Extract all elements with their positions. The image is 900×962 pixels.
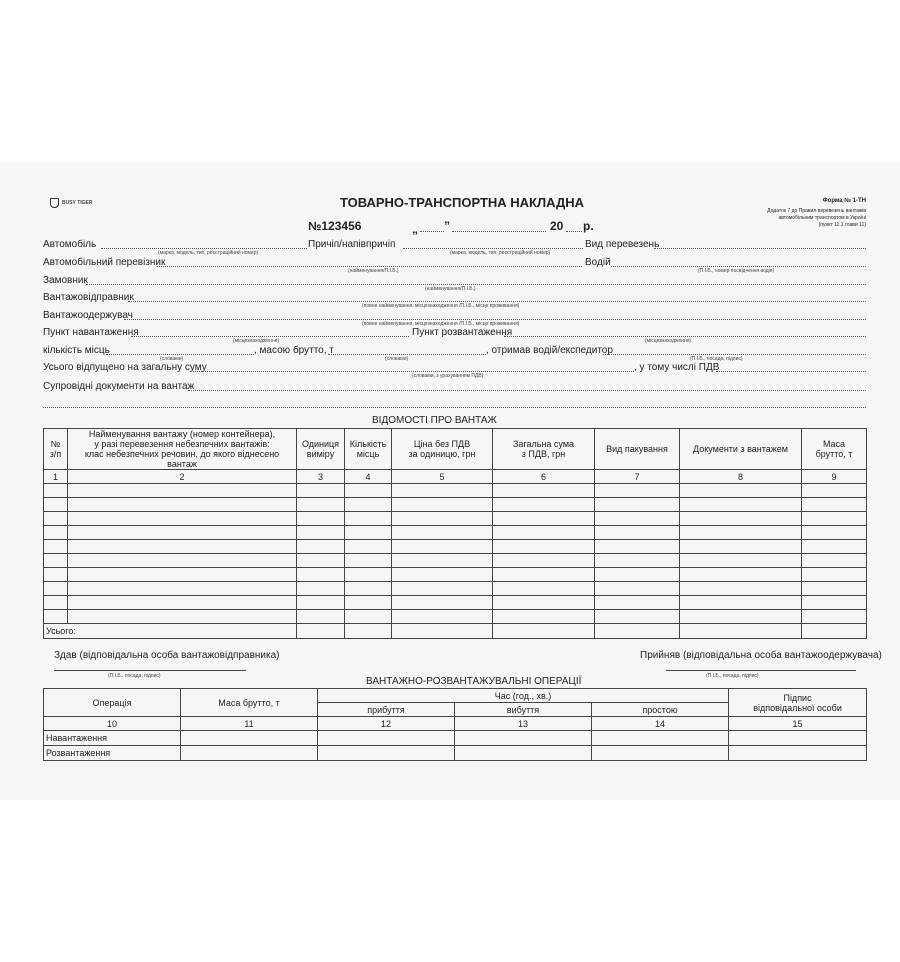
table-cell[interactable] xyxy=(68,610,297,624)
col-number: 1 xyxy=(44,470,68,484)
table-cell[interactable] xyxy=(345,596,392,610)
table-cell[interactable] xyxy=(729,731,867,746)
table-cell[interactable] xyxy=(297,526,345,540)
table-cell[interactable] xyxy=(802,512,867,526)
table-cell[interactable] xyxy=(44,526,68,540)
table-cell[interactable] xyxy=(44,540,68,554)
loading-point-label: Пункт навантаження xyxy=(43,327,139,338)
legal-note-1: Додаток 7 до Правил перевезень вантажів xyxy=(767,208,866,214)
table-cell[interactable] xyxy=(44,610,68,624)
loading-point-hint: (місцезнаходження) xyxy=(233,338,280,344)
table-cell[interactable] xyxy=(392,554,493,568)
table-row xyxy=(44,526,867,540)
table-row xyxy=(44,568,867,582)
table-cell[interactable] xyxy=(493,498,595,512)
table-cell[interactable] xyxy=(345,498,392,512)
vat-field[interactable] xyxy=(716,371,866,372)
table-cell[interactable] xyxy=(802,498,867,512)
table-cell[interactable] xyxy=(493,512,595,526)
table-cell[interactable] xyxy=(680,498,802,512)
col-header-places: Кількість місць xyxy=(345,429,392,470)
ops-header-signature: Підпис відповідальної особи xyxy=(729,689,867,717)
table-cell[interactable] xyxy=(44,512,68,526)
table-cell[interactable] xyxy=(493,540,595,554)
table-cell[interactable] xyxy=(392,582,493,596)
table-cell[interactable] xyxy=(680,540,802,554)
carrier-label: Автомобільний перевізник xyxy=(43,257,166,268)
table-row xyxy=(44,512,867,526)
table-cell[interactable] xyxy=(493,624,595,639)
table-row xyxy=(44,610,867,624)
cargo-number-row xyxy=(44,470,867,484)
logo-text: BUSY TIGER xyxy=(62,200,93,206)
table-cell[interactable] xyxy=(392,484,493,498)
col-header-name: Найменування вантажу (номер контейнера), у разі перевезення небезпечних вантажів: клас небезпечних речовин, до якого віднесено вантаж xyxy=(68,429,297,470)
ops-table xyxy=(43,688,867,761)
table-cell[interactable] xyxy=(680,610,802,624)
total-sum-label: Усього відпущено на загальну суму xyxy=(43,362,207,373)
table-cell[interactable] xyxy=(68,498,297,512)
table-cell[interactable] xyxy=(297,582,345,596)
table-cell[interactable] xyxy=(595,582,680,596)
ops-header-arrival: прибуття xyxy=(318,703,455,717)
date-month-line[interactable] xyxy=(452,231,546,232)
table-cell[interactable] xyxy=(680,526,802,540)
table-cell[interactable] xyxy=(68,568,297,582)
table-cell[interactable] xyxy=(680,596,802,610)
col-number: 9 xyxy=(802,470,867,484)
table-cell[interactable] xyxy=(345,568,392,582)
handed-hint: (П.І.Б., посада, підпис) xyxy=(108,673,161,679)
loading-point-field[interactable] xyxy=(131,336,409,337)
table-cell[interactable] xyxy=(297,512,345,526)
table-cell[interactable] xyxy=(802,610,867,624)
table-cell[interactable] xyxy=(297,498,345,512)
transport-type-field[interactable] xyxy=(654,248,866,249)
table-cell[interactable] xyxy=(345,526,392,540)
legal-note-3: (пункт 11.1 глави 11) xyxy=(818,222,866,228)
table-cell[interactable] xyxy=(493,526,595,540)
table-cell[interactable] xyxy=(68,596,297,610)
ops-header-time: Час (год., хв.) xyxy=(318,689,729,703)
cargo-section-title: ВІДОМОСТІ ПРО ВАНТАЖ xyxy=(372,415,497,426)
table-row xyxy=(44,498,867,512)
places-hint: (словами) xyxy=(160,356,184,362)
document-title: ТОВАРНО-ТРАНСПОРТНА НАКЛАДНА xyxy=(340,195,585,210)
table-row xyxy=(44,554,867,568)
handed-signature-line[interactable] xyxy=(54,670,246,671)
table-row xyxy=(44,582,867,596)
table-cell[interactable] xyxy=(595,540,680,554)
places-label: кількість місць xyxy=(43,345,110,356)
table-cell[interactable] xyxy=(493,596,595,610)
table-cell[interactable] xyxy=(345,624,392,639)
col-number: 14 xyxy=(592,717,729,731)
accepted-signature-line[interactable] xyxy=(666,670,856,671)
ops-header-gross: Маса брутто, т xyxy=(181,689,318,717)
docs-label: Супровідні документи на вантаж xyxy=(43,381,195,392)
table-cell[interactable] xyxy=(493,582,595,596)
gross-mass-field[interactable] xyxy=(328,354,486,355)
total-sum-hint: (словами, з урахуванням ПДВ) xyxy=(412,373,484,379)
driver-hint: (П.І.Б., номер посвідчення водія) xyxy=(698,268,775,274)
table-cell[interactable] xyxy=(595,568,680,582)
table-cell[interactable] xyxy=(595,554,680,568)
table-cell[interactable] xyxy=(68,582,297,596)
table-cell[interactable] xyxy=(392,610,493,624)
table-cell[interactable] xyxy=(802,624,867,639)
form-name: Форма № 1-ТН xyxy=(822,198,866,204)
col-header-number: № з/п xyxy=(44,429,68,470)
table-cell[interactable] xyxy=(392,540,493,554)
received-by-hint: (П.І.Б., посада, підпис) xyxy=(690,356,743,362)
table-cell[interactable] xyxy=(493,484,595,498)
table-cell[interactable] xyxy=(68,540,297,554)
col-number: 6 xyxy=(493,470,595,484)
ops-header-idle: простою xyxy=(592,703,729,717)
table-cell[interactable] xyxy=(595,624,680,639)
shipper-hint: (повне найменування, місцезнаходження /П.І.Б., місце проживання) xyxy=(362,303,520,309)
table-cell[interactable] xyxy=(729,746,867,761)
col-number: 10 xyxy=(44,717,181,731)
document-number: №123456 xyxy=(308,219,362,233)
ops-header-departure: вибуття xyxy=(455,703,592,717)
date-open-quote: „ xyxy=(412,222,418,236)
table-cell[interactable] xyxy=(680,568,802,582)
table-cell[interactable] xyxy=(392,512,493,526)
table-cell[interactable] xyxy=(44,484,68,498)
car-label: Автомобіль xyxy=(43,239,97,250)
table-cell[interactable] xyxy=(493,568,595,582)
table-cell[interactable] xyxy=(44,596,68,610)
table-cell[interactable] xyxy=(297,554,345,568)
col-number: 12 xyxy=(318,717,455,731)
customer-label: Замовник xyxy=(43,275,88,286)
logo-icon xyxy=(50,198,59,208)
table-cell[interactable] xyxy=(595,610,680,624)
table-cell[interactable] xyxy=(802,540,867,554)
docs-field-extra-line[interactable] xyxy=(43,407,866,408)
carrier-field[interactable] xyxy=(157,266,582,267)
table-cell[interactable] xyxy=(595,596,680,610)
table-cell[interactable] xyxy=(318,746,455,761)
consignee-field[interactable] xyxy=(124,319,866,320)
received-by-field[interactable] xyxy=(603,354,866,355)
date-year-line[interactable] xyxy=(566,231,582,232)
date-year-suffix: р. xyxy=(583,219,594,233)
trailer-field[interactable] xyxy=(403,248,583,249)
col-header-unit: Одиниця виміру xyxy=(297,429,345,470)
ops-header-operation: Операція xyxy=(44,689,181,717)
trailer-label: Причіп/напівпричіп xyxy=(308,239,396,250)
table-cell[interactable] xyxy=(345,512,392,526)
ops-row-label: Навантаження xyxy=(44,731,181,746)
table-cell[interactable] xyxy=(68,512,297,526)
received-by-label: , отримав водій/експедитор xyxy=(486,345,613,356)
table-cell[interactable] xyxy=(680,512,802,526)
date-year-prefix: 20 xyxy=(550,219,564,233)
table-row xyxy=(44,484,867,498)
table-cell[interactable] xyxy=(392,596,493,610)
table-cell[interactable] xyxy=(595,484,680,498)
col-number: 4 xyxy=(345,470,392,484)
col-header-total: Загальна сума з ПДВ, грн xyxy=(493,429,595,470)
table-cell[interactable] xyxy=(802,582,867,596)
table-cell[interactable] xyxy=(345,540,392,554)
table-cell[interactable] xyxy=(595,512,680,526)
table-cell[interactable] xyxy=(318,731,455,746)
ops-row-label: Розвантаження xyxy=(44,746,181,761)
col-number: 13 xyxy=(455,717,592,731)
table-cell[interactable] xyxy=(68,554,297,568)
gross-mass-label: , масою брутто, т xyxy=(254,345,334,356)
table-cell[interactable] xyxy=(345,610,392,624)
ops-header-row xyxy=(44,689,867,703)
col-number: 2 xyxy=(68,470,297,484)
car-hint: (марка, модель, тип, реєстраційний номер) xyxy=(158,250,259,256)
table-cell[interactable] xyxy=(297,540,345,554)
table-cell[interactable] xyxy=(680,624,802,639)
table-cell[interactable] xyxy=(680,484,802,498)
accepted-label: Прийняв (відповідальна особа вантажоодержувача) xyxy=(640,650,882,661)
table-cell[interactable] xyxy=(802,596,867,610)
table-row xyxy=(44,540,867,554)
consignee-hint: (повне найменування, місцезнаходження /П.І.Б., місце проживання) xyxy=(362,321,520,327)
table-cell[interactable] xyxy=(181,731,318,746)
table-cell[interactable] xyxy=(392,498,493,512)
table-cell[interactable] xyxy=(68,526,297,540)
date-close-quote: ” xyxy=(444,219,450,233)
trailer-hint: (марка, модель, тип, реєстраційний номер) xyxy=(450,250,551,256)
table-cell[interactable] xyxy=(345,582,392,596)
legal-note-2: автомобільним транспортом в Україні xyxy=(778,215,866,221)
cargo-total-label: Усього: xyxy=(44,624,297,639)
unloading-point-hint: (місцезнаходження) xyxy=(645,338,692,344)
table-cell[interactable] xyxy=(181,746,318,761)
cargo-total-row xyxy=(44,624,867,639)
col-number: 11 xyxy=(181,717,318,731)
unloading-point-field[interactable] xyxy=(504,336,866,337)
table-row xyxy=(44,596,867,610)
table-cell[interactable] xyxy=(392,526,493,540)
table-cell[interactable] xyxy=(802,568,867,582)
places-field[interactable] xyxy=(106,354,254,355)
customer-field[interactable] xyxy=(86,284,866,285)
driver-label: Водій xyxy=(585,257,611,268)
table-cell[interactable] xyxy=(802,526,867,540)
table-cell[interactable] xyxy=(345,484,392,498)
customer-hint: (найменування/П.І.Б.) xyxy=(425,286,476,292)
carrier-hint: (найменування/П.І.Б.) xyxy=(348,268,399,274)
table-cell[interactable] xyxy=(44,582,68,596)
table-cell[interactable] xyxy=(297,484,345,498)
table-cell[interactable] xyxy=(455,731,592,746)
table-cell[interactable] xyxy=(392,568,493,582)
col-header-mass: Маса брутто, т xyxy=(802,429,867,470)
table-cell[interactable] xyxy=(592,746,729,761)
col-header-documents: Документи з вантажем xyxy=(680,429,802,470)
ops-number-row xyxy=(44,717,867,731)
table-cell[interactable] xyxy=(595,498,680,512)
docs-field[interactable] xyxy=(188,390,866,391)
table-cell[interactable] xyxy=(680,554,802,568)
col-number: 7 xyxy=(595,470,680,484)
table-cell[interactable] xyxy=(345,554,392,568)
table-cell[interactable] xyxy=(595,526,680,540)
table-cell[interactable] xyxy=(680,582,802,596)
driver-field[interactable] xyxy=(611,266,866,267)
shipper-label: Вантажовідправник xyxy=(43,292,134,303)
table-cell[interactable] xyxy=(592,731,729,746)
table-cell[interactable] xyxy=(68,484,297,498)
ops-row-loading xyxy=(44,731,867,746)
car-field[interactable] xyxy=(101,248,307,249)
col-number: 3 xyxy=(297,470,345,484)
shipper-field[interactable] xyxy=(128,301,866,302)
table-cell[interactable] xyxy=(297,596,345,610)
col-number: 8 xyxy=(680,470,802,484)
table-cell[interactable] xyxy=(392,624,493,639)
table-cell[interactable] xyxy=(493,610,595,624)
table-cell[interactable] xyxy=(297,624,345,639)
col-number: 15 xyxy=(729,717,867,731)
vat-label: , у тому числі ПДВ xyxy=(634,362,720,373)
date-day-line[interactable] xyxy=(420,231,444,232)
cargo-header-row xyxy=(44,429,867,470)
table-cell[interactable] xyxy=(802,554,867,568)
unloading-point-label: Пункт розвантаження xyxy=(412,327,513,338)
ops-section-title: ВАНТАЖНО-РОЗВАНТАЖУВАЛЬНІ ОПЕРАЦІЇ xyxy=(366,676,582,687)
gross-mass-hint: (словами) xyxy=(385,356,409,362)
cargo-table xyxy=(43,428,867,639)
table-cell[interactable] xyxy=(44,498,68,512)
table-cell[interactable] xyxy=(455,746,592,761)
table-cell[interactable] xyxy=(297,568,345,582)
ops-row-unloading xyxy=(44,746,867,761)
table-cell[interactable] xyxy=(493,554,595,568)
consignee-label: Вантажоодержувач xyxy=(43,310,133,321)
handed-label: Здав (відповідальна особа вантажовідправника) xyxy=(54,650,280,661)
col-header-packaging: Вид пакування xyxy=(595,429,680,470)
total-sum-field[interactable] xyxy=(190,371,634,372)
table-cell[interactable] xyxy=(297,610,345,624)
table-cell[interactable] xyxy=(44,554,68,568)
transport-type-label: Вид перевезень xyxy=(585,239,660,250)
col-header-price: Ціна без ПДВ за одиницю, грн xyxy=(392,429,493,470)
col-number: 5 xyxy=(392,470,493,484)
table-cell[interactable] xyxy=(802,484,867,498)
accepted-hint: (П.І.Б., посада, підпис) xyxy=(706,673,759,679)
table-cell[interactable] xyxy=(44,568,68,582)
